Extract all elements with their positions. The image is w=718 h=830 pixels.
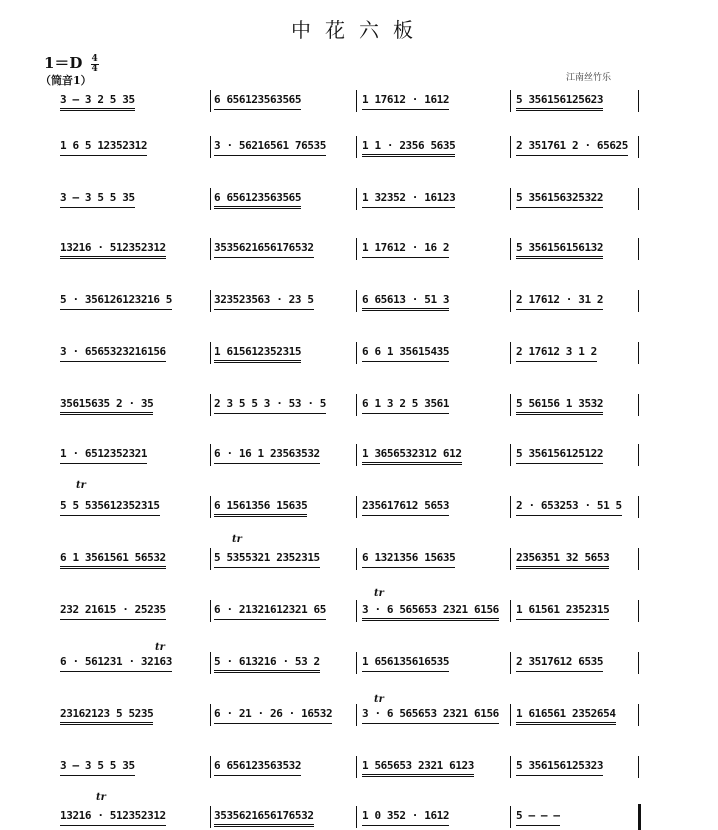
score-line [60,654,640,676]
measure-notes: 1 17612 · 16 2 [362,240,449,258]
barline [210,188,211,210]
tuning-note: （筒音1） [40,74,92,87]
measure [362,758,510,780]
measure [362,240,510,262]
measure [362,138,510,160]
measure [214,758,356,780]
barline [510,342,511,364]
measure-notes: 3535621656176532 [214,808,314,827]
score-line [60,602,640,624]
score-line [60,550,640,572]
measure [60,550,206,572]
barline [510,548,511,570]
barline [356,188,357,210]
measure-notes: 6 656123563565 [214,190,301,209]
measure-notes: 5 – – – [516,808,560,826]
measure [516,550,640,572]
barline [510,444,511,466]
key-signature [44,52,99,74]
measure-notes: 13216 · 512352312 [60,240,166,259]
barline [210,90,211,112]
score-line [60,446,640,468]
measure [362,446,510,468]
measure [214,138,356,160]
measure [516,396,640,418]
measure [60,654,206,676]
measure [516,602,640,624]
barline [510,600,511,622]
barline [510,496,511,518]
measure-notes: 5 356156156132 [516,240,603,259]
barline [210,806,211,828]
barline [510,188,511,210]
measure-notes: 5 56156 1 3532 [516,396,603,415]
measure [362,92,510,114]
measure [362,808,510,830]
fermata-icon: ⌒ [57,85,67,95]
barline [356,90,357,112]
barline [510,90,511,112]
barline [356,342,357,364]
barline [210,444,211,466]
trill-mark: tr [232,534,242,545]
score-line [60,344,640,366]
measure-notes: 3 – 3 5 5 35 [60,190,135,208]
measure [362,190,510,212]
barline [356,600,357,622]
barline [210,238,211,260]
measure-notes: 5 5 535612352315 [60,498,160,516]
barline [638,548,639,570]
measure-notes: 1 6 5 12352312 [60,138,147,156]
measure-notes: 6 · 21 · 26 · 16532 [214,706,332,724]
measure [60,808,206,830]
source-label: 江南丝竹乐 [566,73,612,83]
measure-notes: 1 32352 · 16123 [362,190,455,208]
measure [60,190,206,212]
measure-notes: 6 656123563532 [214,758,301,776]
barline [356,548,357,570]
time-signature-top: 4 [91,53,98,64]
measure-notes: 35615635 2 · 35 [60,396,153,415]
score-line [60,706,640,728]
barline [210,394,211,416]
barline [638,136,639,158]
barline [210,652,211,674]
barline [210,704,211,726]
measure-notes: 6 1 3561561 56532 [60,550,166,569]
barline [638,704,639,726]
measure [214,92,356,114]
measure [362,550,510,572]
barline [356,290,357,312]
barline [510,704,511,726]
measure [214,498,356,520]
score-line [60,396,640,418]
measure [214,396,356,418]
measure [362,602,510,624]
measure-notes: 2 17612 · 31 2 [516,292,603,310]
measure-notes: 2 3 5 5 3 · 53 · 5 [214,396,326,414]
measure-notes: 6 · 561231 · 32163 [60,654,172,672]
measure-notes: 23162123 5 5235 [60,706,153,725]
measure [362,706,510,728]
barline [510,806,511,828]
measure-notes: 1 615612352315 [214,344,301,363]
measure-notes: 3 – 3 5 5 35 [60,758,135,776]
measure-notes: 6 656123563565 [214,92,301,110]
measure [516,292,640,314]
score-line [60,240,640,262]
barline [210,548,211,570]
measure-notes: 1 656135616535 [362,654,449,672]
barline [510,136,511,158]
barline [356,806,357,828]
time-signature-bottom: 4 [91,63,98,74]
barline [638,496,639,518]
barline [638,394,639,416]
measure-notes: 1 3656532312 612 [362,446,462,465]
measure [60,706,206,728]
barline [638,652,639,674]
measure-notes: 5 · 356126123216 5 [60,292,172,310]
barline [638,188,639,210]
trill-mark: tr [96,792,106,803]
trill-mark: tr [374,694,384,705]
barline [210,496,211,518]
measure-notes: 2 · 653253 · 51 5 [516,498,622,516]
barline [638,290,639,312]
measure [60,396,206,418]
measure-notes: 6 1321356 15635 [362,550,455,568]
measure-notes: 6 · 21321612321 65 [214,602,326,620]
measure [516,446,640,468]
measure [214,292,356,314]
measure-notes: 1 565653 2321 6123 [362,758,474,777]
measure [60,446,206,468]
measure [60,292,206,314]
measure-notes: 3 – 3 2 5 35 [60,92,135,111]
measure-notes: 2 351761 2 · 65625 [516,138,628,156]
score-line [60,190,640,212]
measure-notes: 1 17612 · 1612 [362,92,449,110]
barline [638,444,639,466]
measure-notes: 6 · 16 1 23563532 [214,446,320,464]
barline [356,704,357,726]
measure [362,654,510,676]
measure [362,344,510,366]
barline [638,342,639,364]
measure-notes: 3 · 6 565653 2321 6156 [362,602,499,621]
measure-notes: 6 1 3 2 5 3561 [362,396,449,414]
measure-notes: 1 1 · 2356 5635 [362,138,455,157]
barline [638,90,639,112]
measure-notes: 3 · 6 565653 2321 6156 [362,706,499,724]
barline [510,652,511,674]
barline [356,238,357,260]
measure [60,240,206,262]
measure [214,706,356,728]
measure-notes: 2 3517612 6535 [516,654,603,672]
measure [214,240,356,262]
trill-mark: tr [76,480,86,491]
barline [210,136,211,158]
measure [214,808,356,830]
barline [510,290,511,312]
measure [60,92,206,114]
measure [362,498,510,520]
trill-mark: tr [374,588,384,599]
measure-notes: 3535621656176532 [214,240,314,258]
measure [214,550,356,572]
measure-notes: 323523563 · 23 5 [214,292,314,310]
barline [638,756,639,778]
measure-notes: 1 61561 2352315 [516,602,609,620]
score-line [60,138,640,160]
barline [510,756,511,778]
measure-notes: 5 356156325322 [516,190,603,208]
score-line [60,758,640,780]
measure [214,344,356,366]
measure [516,808,640,830]
measure [214,654,356,676]
measure [516,498,640,520]
barline [210,756,211,778]
barline [210,290,211,312]
measure-notes: 5 356156125323 [516,758,603,776]
key-label: 1＝D [44,54,83,72]
measure [516,758,640,780]
measure [60,602,206,624]
barline [210,342,211,364]
measure [516,138,640,160]
measure [362,292,510,314]
measure [516,190,640,212]
barline [510,394,511,416]
measure-notes: 1 616561 2352654 [516,706,616,725]
measure-notes: 1 0 352 · 1612 [362,808,449,826]
measure-notes: 5 356156125122 [516,446,603,464]
measure [516,706,640,728]
measure [214,446,356,468]
measure-notes: 2356351 32 5653 [516,550,609,569]
measure-notes: 5 356156125623 [516,92,603,111]
measure-notes: 235617612 5653 [362,498,449,516]
measure [60,344,206,366]
score-line [60,808,640,830]
score-line [60,498,640,520]
barline [210,600,211,622]
measure-notes: 13216 · 512352312 [60,808,166,826]
barline [356,394,357,416]
measure [214,602,356,624]
piece-title: 中花六板 [291,18,427,42]
score-line [57,85,640,114]
time-signature [91,55,99,74]
measure-notes: 3 · 6565323216156 [60,344,166,362]
barline [356,136,357,158]
measure [516,654,640,676]
measure-notes: 1 · 6512352321 [60,446,147,464]
measure [60,138,206,160]
measure-notes: 6 65613 · 51 3 [362,292,449,311]
measure [214,190,356,212]
barline [510,238,511,260]
measure-notes: 3 · 56216561 76535 [214,138,326,156]
measure-notes: 6 6 1 35615435 [362,344,449,362]
score-line [60,292,640,314]
barline [356,756,357,778]
measure-notes: 5 · 613216 · 53 2 [214,654,320,673]
barline [356,652,357,674]
measure [60,498,206,520]
measure-notes: 5 5355321 2352315 [214,550,320,568]
trill-mark: tr [155,642,165,653]
measure [516,92,640,114]
barline [638,238,639,260]
final-barline [638,804,641,830]
measure-notes: 2 17612 3 1 2 [516,344,597,362]
measure [516,344,640,366]
measure-notes: 6 1561356 15635 [214,498,307,517]
barline [638,600,639,622]
barline [356,444,357,466]
measure-notes: 232 21615 · 25235 [60,602,166,620]
barline [356,496,357,518]
measure [60,758,206,780]
measure [362,396,510,418]
measure [516,240,640,262]
